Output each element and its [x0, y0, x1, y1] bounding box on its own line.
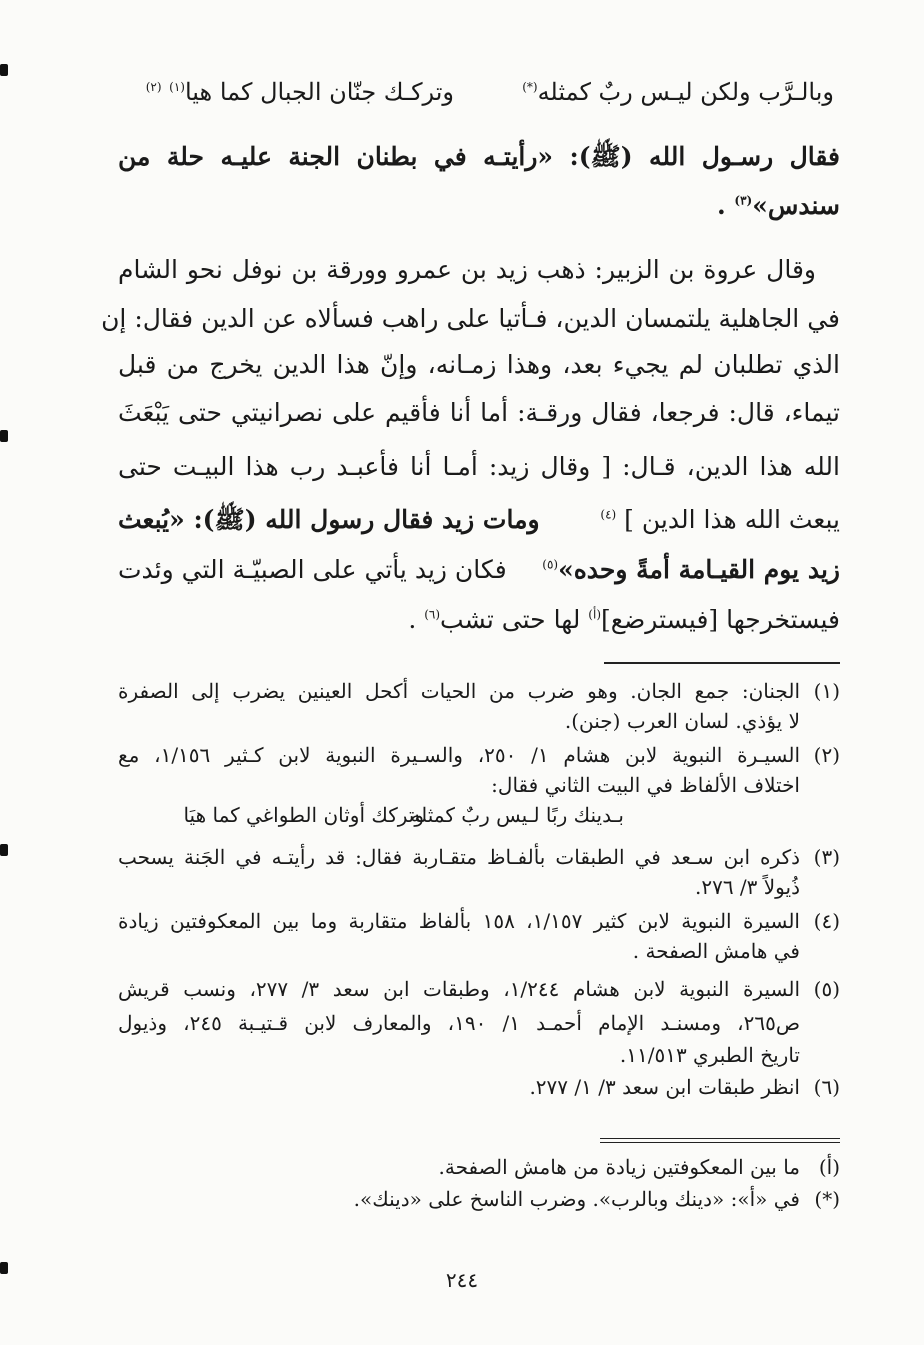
footnote-number: (٥) — [813, 977, 840, 1001]
footnote-4-cont: في هامش الصفحة . — [632, 939, 800, 963]
body-line-10 — [408, 600, 840, 640]
footnote-6 — [118, 1072, 840, 1102]
footnote-separator — [604, 662, 840, 664]
footnote-1 — [118, 676, 840, 706]
editor-note-star — [118, 1184, 840, 1214]
body-text: . — [408, 605, 417, 634]
footnote-text: انظر طبقات ابن سعد ٣/ ١/ ٢٧٧. — [529, 1075, 800, 1099]
footnote-ref: (٣) — [734, 193, 753, 208]
body-text: لها حتى تشب — [440, 605, 581, 634]
note-text: في «أ»: «دينك وبالرب». وضرب الناسخ على «دينك». — [353, 1187, 800, 1211]
footnote-text: السيرة النبوية لابن كثير ١/١٥٧، ١٥٨ بألفاظ متقاربة وما بين المعكوفتين زيادة — [118, 909, 800, 933]
footnote-text: ذكره ابن سـعد في الطبقات بألفـاظ متقـاربة فقال: قد رأيتـه في الجَنة يسحب — [118, 845, 800, 869]
body-line-1: فقال رسـول الله (ﷺ): «رأيتـه في بطنان الجنة عليـه حلة من — [118, 142, 840, 171]
note-text: ما بين المعكوفتين زيادة من هامش الصفحة. — [438, 1155, 800, 1179]
note-marker: (أ) — [818, 1155, 840, 1179]
binding-mark — [0, 1262, 8, 1274]
body-line-7: الله هذا الدين، قـال: [ وقال زيد: أمـا أنا فأعبـد رب هذا البيـت حتى — [118, 452, 840, 481]
footnote-5 — [118, 974, 840, 1004]
body-line-3: وقال عروة بن الزبير: ذهب زيد بن عمرو وورقة بن نوفل نحو الشام — [118, 255, 816, 284]
body-line-8 — [118, 500, 840, 540]
verse-text: وتركـك جنّان الجبال كما هيا — [184, 78, 454, 106]
note-marker: (*) — [814, 1187, 840, 1211]
footnote-ref: (٥) — [542, 557, 559, 572]
footnote-2-verse-right: بـدينك ربًا لـيس ربٌ كمثله — [410, 803, 624, 827]
footnote-number: (١) — [813, 679, 840, 703]
footnote-3 — [118, 842, 840, 872]
footnote-5-cont2: تاريخ الطبري ١١/٥١٣. — [619, 1043, 800, 1067]
footnote-ref: (٤) — [600, 507, 617, 522]
body-text: سندس» — [752, 191, 840, 220]
body-line-9 — [118, 550, 840, 590]
body-line-5: الذي تطلبان لم يجيء بعد، وهذا زمـانه، وإنّ هذا الدين يخرج من قبل — [118, 350, 840, 379]
binding-mark — [0, 64, 8, 76]
footnote-5-cont: ص٢٦٥، ومسنـد الإمام أحمـد ١/ ١٩٠، والمعارف لابن قـتيـبة ٢٤٥، وذيول — [118, 1011, 800, 1035]
footnote-2-cont: اختلاف الألفاظ في البيت الثاني فقال: — [491, 773, 800, 797]
body-text: زيد يوم القيـامة أمةً وحده» — [558, 555, 840, 584]
body-text: فكان زيد يأتي على الصبيّـة التي وئدت — [118, 555, 507, 584]
page-number: ٢٤٤ — [445, 1268, 479, 1292]
editor-notes-separator — [600, 1138, 840, 1139]
editor-notes-separator-2 — [600, 1142, 840, 1143]
footnote-number: (٦) — [813, 1075, 840, 1099]
body-text: يبعث الله هذا الدين ] — [624, 505, 840, 534]
footnote-2 — [118, 740, 840, 770]
body-line-4: في الجاهلية يلتمسان الدين، فـأتيا على راهب فسألاه عن الدين فقال: إن — [101, 304, 840, 333]
footnote-number: (٣) — [813, 845, 840, 869]
footnote-2-verse-left: وتركك أوثان الطواغي كما هيَا — [183, 803, 424, 827]
footnote-ref: (أ) — [588, 607, 601, 622]
footnote-ref: (٦) — [424, 607, 441, 622]
footnote-text: الجنان: جمع الجان. وهو ضرب من الحيات أكحل العينين يضرب إلى الصفرة — [118, 679, 800, 703]
footnote-ref: (*) — [522, 80, 538, 94]
footnote-number: (٤) — [813, 909, 840, 933]
body-text: فيستخرجها [فيسترضع] — [601, 605, 840, 634]
footnote-text: السيـرة النبوية لابن هشام ١/ ٢٥٠، والسـيرة النبوية لابن كـثير ١/١٥٦، مع — [118, 743, 801, 767]
verse-second-hemistich — [146, 72, 454, 112]
body-line-6: تيماء، قال: فرجعا، فقال ورقـة: أما أنا فأقيم على نصرانيتي حتى يَبْعَثَ — [118, 398, 840, 427]
binding-mark — [0, 430, 8, 442]
body-text: ومات زيد فقال رسول الله (ﷺ): «يُبعث — [118, 505, 540, 534]
body-line-2 — [717, 186, 840, 226]
footnote-ref: (٢) — [145, 80, 162, 94]
verse-text: وبالـرَّب ولكن ليـس ربٌ كمثله — [537, 78, 834, 106]
binding-mark — [0, 844, 8, 856]
body-text: . — [716, 191, 726, 220]
footnote-3-cont: ذُيولاً ٣/ ٢٧٦. — [694, 875, 800, 899]
editor-note-a — [118, 1152, 840, 1182]
verse-first-hemistich — [522, 72, 834, 112]
footnote-4 — [118, 906, 840, 936]
footnote-text: السيرة النبوية لابن هشام ١/٢٤٤، وطبقات ابن سعد ٣/ ٢٧٧، ونسب قريش — [118, 977, 800, 1001]
footnote-number: (٢) — [813, 743, 841, 767]
footnote-1-cont: لا يؤذي. لسان العرب (جنن). — [564, 709, 800, 733]
footnote-ref: (١) — [169, 80, 185, 94]
